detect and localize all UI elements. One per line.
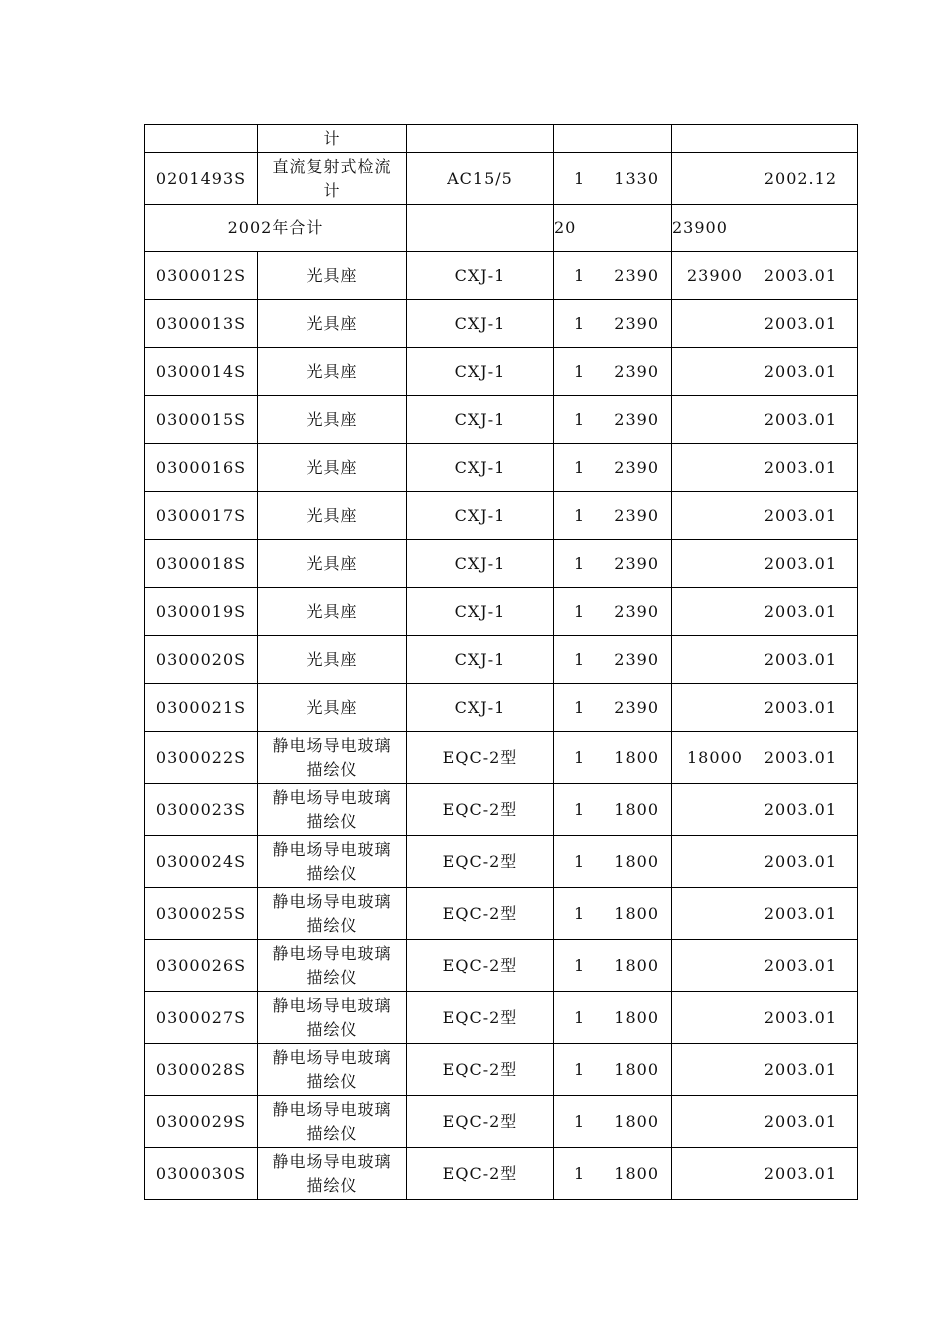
subtotal-total: 23900: [672, 205, 858, 252]
subtotal-qty: 20: [554, 205, 672, 252]
qty: 1: [574, 601, 586, 621]
qty: 1: [574, 1163, 586, 1183]
code-cell: 0300025S: [145, 888, 258, 940]
qty-price-cell: [554, 684, 672, 732]
date: 2003.01: [763, 903, 837, 923]
name-cell: [258, 1096, 407, 1148]
table-row: [145, 1148, 858, 1200]
qty-price-cell: [554, 492, 672, 540]
total: [687, 902, 764, 926]
qty-price-cell: [554, 784, 672, 836]
price: 2390: [614, 505, 659, 525]
qty-price-cell: [554, 992, 672, 1044]
name-text: 计: [323, 128, 341, 148]
qty: 1: [574, 747, 586, 767]
price: 2390: [614, 457, 659, 477]
qty-price-cell: [554, 444, 672, 492]
name-line-2: 描绘仪: [306, 759, 358, 779]
total-date-cell: [672, 125, 858, 153]
code-cell: 0300028S: [145, 1044, 258, 1096]
model-cell: CXJ-1: [407, 396, 554, 444]
table-row: [145, 492, 858, 540]
price: 2390: [614, 649, 659, 669]
table-row: [145, 732, 858, 784]
model-cell: AC15/5: [407, 153, 554, 205]
name-cell: [258, 836, 407, 888]
name-cell: [258, 888, 407, 940]
name-line-1: 静电场导电玻璃: [272, 735, 392, 755]
qty-price-cell: [554, 732, 672, 784]
name-cell: [258, 940, 407, 992]
total: [687, 648, 764, 672]
price: 2390: [614, 601, 659, 621]
subtotal-row: [145, 205, 858, 252]
model-cell: EQC-2型: [407, 784, 554, 836]
date: 2003.01: [763, 265, 837, 285]
name-cell: [258, 153, 407, 205]
model-cell: EQC-2型: [407, 1148, 554, 1200]
model-cell: CXJ-1: [407, 300, 554, 348]
code-cell: 0300030S: [145, 1148, 258, 1200]
total: [687, 167, 764, 191]
name-line-2: 描绘仪: [306, 915, 358, 935]
model-cell: CXJ-1: [407, 252, 554, 300]
total-date-cell: [672, 940, 858, 992]
name-line-2: 描绘仪: [306, 1071, 358, 1091]
name-cell: [258, 1148, 407, 1200]
date: 2003.01: [763, 1007, 837, 1027]
qty-price-cell: [554, 1148, 672, 1200]
name-line-1: 静电场导电玻璃: [272, 1099, 392, 1119]
table-row: [145, 1096, 858, 1148]
total: [687, 1162, 764, 1186]
model-cell: [407, 205, 554, 252]
name-cell: [258, 732, 407, 784]
total-date-cell: [672, 492, 858, 540]
code-cell: 0300017S: [145, 492, 258, 540]
price: 2390: [614, 697, 659, 717]
total-date-cell: [672, 992, 858, 1044]
name-line-1: 静电场导电玻璃: [272, 943, 392, 963]
qty-price-cell: [554, 1096, 672, 1148]
code-cell: 0300021S: [145, 684, 258, 732]
name-line-1: 静电场导电玻璃: [272, 891, 392, 911]
model-cell: CXJ-1: [407, 588, 554, 636]
date: 2003.01: [763, 1163, 837, 1183]
code-cell: 0300015S: [145, 396, 258, 444]
date: 2003.01: [763, 955, 837, 975]
qty: 1: [574, 955, 586, 975]
total-date-cell: [672, 396, 858, 444]
code-cell: 0300020S: [145, 636, 258, 684]
name-line-2: 描绘仪: [306, 1123, 358, 1143]
total: [687, 360, 764, 384]
total: [687, 600, 764, 624]
date: 2003.01: [763, 505, 837, 525]
qty: 1: [574, 265, 586, 285]
qty-price-cell: [554, 348, 672, 396]
qty: 1: [574, 649, 586, 669]
qty: 1: [574, 409, 586, 429]
price: 2390: [614, 409, 659, 429]
qty-price-cell: [554, 153, 672, 205]
table-row: [145, 836, 858, 888]
qty-price-cell: [554, 888, 672, 940]
code-cell: 0300023S: [145, 784, 258, 836]
qty: 1: [574, 1059, 586, 1079]
total: [687, 312, 764, 336]
qty: 1: [574, 168, 586, 188]
qty: 1: [574, 903, 586, 923]
code-cell: 0300029S: [145, 1096, 258, 1148]
date: 2003.01: [763, 409, 837, 429]
table-row: [145, 940, 858, 992]
code-cell: 0300027S: [145, 992, 258, 1044]
total: 18000: [687, 747, 743, 767]
total: [687, 504, 764, 528]
code-cell: 0300026S: [145, 940, 258, 992]
table-row: [145, 300, 858, 348]
table-row: [145, 1044, 858, 1096]
name-cell: [258, 992, 407, 1044]
date: 2003.01: [763, 361, 837, 381]
table-row: [145, 348, 858, 396]
name-cell: 光具座: [258, 636, 407, 684]
table-row: [145, 588, 858, 636]
name-cell: 光具座: [258, 540, 407, 588]
name-line-1: 静电场导电玻璃: [272, 787, 392, 807]
total-date-cell: [672, 153, 858, 205]
name-cell: 光具座: [258, 492, 407, 540]
name-line-2: 描绘仪: [306, 1019, 358, 1039]
total-date-cell: [672, 1148, 858, 1200]
code-cell: 0300024S: [145, 836, 258, 888]
total-date-cell: [672, 1044, 858, 1096]
total: [687, 696, 764, 720]
qty-price-cell: [554, 300, 672, 348]
total: [687, 1110, 764, 1134]
total-date-cell: [672, 636, 858, 684]
model-cell: EQC-2型: [407, 1096, 554, 1148]
name-line-1: 静电场导电玻璃: [272, 839, 392, 859]
total-date-cell: [672, 588, 858, 636]
name-cell: [258, 125, 407, 153]
model-cell: EQC-2型: [407, 992, 554, 1044]
date: 2003.01: [763, 601, 837, 621]
name-line-1: 静电场导电玻璃: [272, 1047, 392, 1067]
qty-price-cell: [554, 940, 672, 992]
qty: 1: [574, 361, 586, 381]
total-date-cell: [672, 684, 858, 732]
model-cell: CXJ-1: [407, 636, 554, 684]
qty: 1: [574, 851, 586, 871]
table-row: [145, 153, 858, 205]
name-line-2: 描绘仪: [306, 1175, 358, 1195]
model-cell: CXJ-1: [407, 492, 554, 540]
price: 1330: [614, 168, 659, 188]
qty: 1: [574, 1007, 586, 1027]
qty-price-cell: [554, 125, 672, 153]
total: [687, 850, 764, 874]
total: [687, 954, 764, 978]
code-cell: 0300016S: [145, 444, 258, 492]
name-line-2: 描绘仪: [306, 811, 358, 831]
name-cell: 光具座: [258, 396, 407, 444]
model-cell: [407, 125, 554, 153]
code-cell: 0300019S: [145, 588, 258, 636]
price: 2390: [614, 313, 659, 333]
table-row: [145, 888, 858, 940]
qty-price-cell: [554, 252, 672, 300]
equipment-table: [144, 124, 858, 1200]
total-date-cell: [672, 732, 858, 784]
total: [687, 1058, 764, 1082]
date: 2003.01: [763, 313, 837, 333]
price: 2390: [614, 553, 659, 573]
date: 2003.01: [763, 851, 837, 871]
total-date-cell: [672, 1096, 858, 1148]
name-cell: 光具座: [258, 252, 407, 300]
name-line-2: 描绘仪: [306, 967, 358, 987]
model-cell: CXJ-1: [407, 348, 554, 396]
date: 2003.01: [763, 553, 837, 573]
table-row: [145, 636, 858, 684]
total: 23900: [687, 265, 743, 285]
total: [687, 456, 764, 480]
table-row: [145, 684, 858, 732]
name-line-1: 静电场导电玻璃: [272, 1151, 392, 1171]
name-cell: [258, 784, 407, 836]
model-cell: CXJ-1: [407, 444, 554, 492]
model-cell: EQC-2型: [407, 888, 554, 940]
subtotal-label: 2002年合计: [145, 205, 407, 252]
name-cell: 光具座: [258, 348, 407, 396]
price: 1800: [614, 1007, 659, 1027]
price: 1800: [614, 1163, 659, 1183]
code-cell: 0201493S: [145, 153, 258, 205]
price: 1800: [614, 851, 659, 871]
date: 2003.01: [763, 1111, 837, 1131]
table-row: [145, 252, 858, 300]
total: [687, 1006, 764, 1030]
model-cell: CXJ-1: [407, 540, 554, 588]
name-line-2: 描绘仪: [306, 863, 358, 883]
table-row: [145, 992, 858, 1044]
qty-price-cell: [554, 588, 672, 636]
date: 2003.01: [763, 747, 837, 767]
total: [687, 798, 764, 822]
date: 2003.01: [763, 457, 837, 477]
qty: 1: [574, 313, 586, 333]
name-line-1: 静电场导电玻璃: [272, 995, 392, 1015]
qty-price-cell: [554, 540, 672, 588]
table-row: [145, 540, 858, 588]
name-cell: 光具座: [258, 684, 407, 732]
code-cell: 0300012S: [145, 252, 258, 300]
code-cell: 0300022S: [145, 732, 258, 784]
qty: 1: [574, 799, 586, 819]
date: 2003.01: [763, 649, 837, 669]
date: 2003.01: [763, 1059, 837, 1079]
total-date-cell: [672, 444, 858, 492]
code-cell: 0300018S: [145, 540, 258, 588]
code-cell: [145, 125, 258, 153]
total-date-cell: [672, 348, 858, 396]
model-cell: CXJ-1: [407, 684, 554, 732]
date: 2002.12: [763, 168, 837, 188]
price: 1800: [614, 903, 659, 923]
name-cell: [258, 1044, 407, 1096]
total: [687, 552, 764, 576]
model-cell: EQC-2型: [407, 836, 554, 888]
name-line-1: 直流复射式检流: [272, 156, 392, 176]
price: 2390: [614, 361, 659, 381]
total-date-cell: [672, 888, 858, 940]
date: 2003.01: [763, 697, 837, 717]
total-date-cell: [672, 540, 858, 588]
qty: 1: [574, 553, 586, 573]
table-row: [145, 444, 858, 492]
price: 1800: [614, 1059, 659, 1079]
total-date-cell: [672, 784, 858, 836]
name-cell: 光具座: [258, 588, 407, 636]
code-cell: 0300014S: [145, 348, 258, 396]
total-date-cell: [672, 300, 858, 348]
qty: 1: [574, 505, 586, 525]
qty-price-cell: [554, 396, 672, 444]
total: [687, 408, 764, 432]
total-date-cell: [672, 252, 858, 300]
name-line-2: 计: [323, 180, 341, 200]
qty-price-cell: [554, 1044, 672, 1096]
name-cell: 光具座: [258, 444, 407, 492]
code-cell: 0300013S: [145, 300, 258, 348]
total-date-cell: [672, 836, 858, 888]
qty-price-cell: [554, 636, 672, 684]
name-cell: 光具座: [258, 300, 407, 348]
price: 1800: [614, 1111, 659, 1131]
model-cell: EQC-2型: [407, 732, 554, 784]
qty: 1: [574, 1111, 586, 1131]
table-row: [145, 784, 858, 836]
qty: 1: [574, 697, 586, 717]
price: 1800: [614, 747, 659, 767]
price: 1800: [614, 799, 659, 819]
table-row: [145, 396, 858, 444]
price: 1800: [614, 955, 659, 975]
model-cell: EQC-2型: [407, 940, 554, 992]
model-cell: EQC-2型: [407, 1044, 554, 1096]
price: 2390: [614, 265, 659, 285]
date: 2003.01: [763, 799, 837, 819]
table-row-continuation: [145, 125, 858, 153]
qty: 1: [574, 457, 586, 477]
qty-price-cell: [554, 836, 672, 888]
